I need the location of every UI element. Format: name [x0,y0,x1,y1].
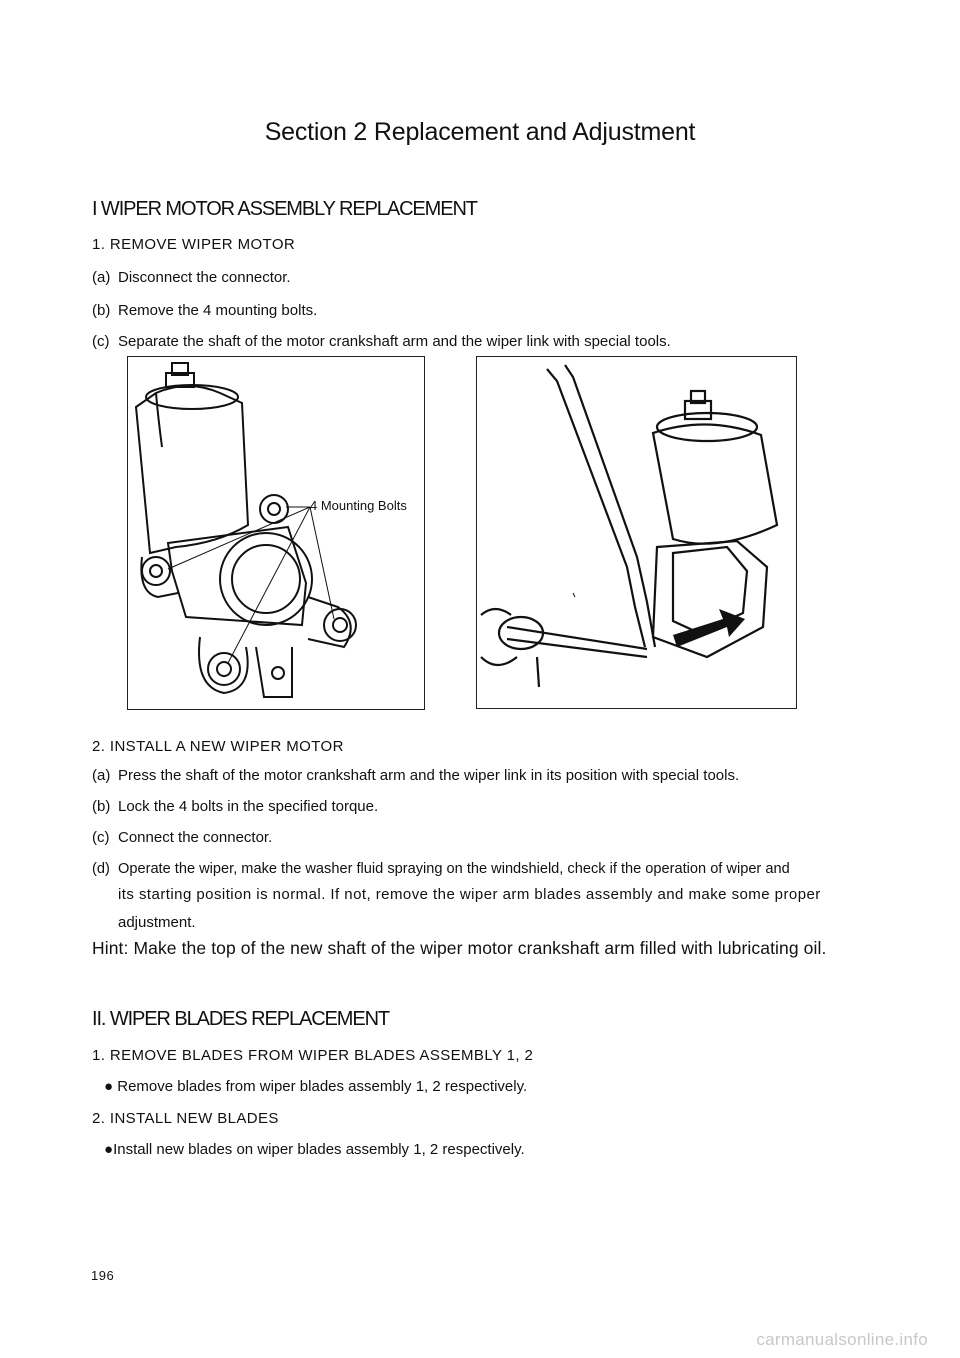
step-label: (b) [92,798,111,815]
step-text: Disconnect the connector. [118,269,291,286]
remove-step-b [92,302,317,319]
step-label: (a) [92,269,111,286]
install-motor-heading: 2. INSTALL A NEW WIPER MOTOR [92,738,344,755]
figure-wiper-link-separation [476,356,797,709]
step-text: Connect the connector. [118,829,273,846]
hint-text: Hint: Make the top of the new shaft of the wiper motor crankshaft arm filled with lubricating oil. [92,938,827,958]
install-blades-bullet [104,1141,525,1158]
page-number: 196 [91,1268,115,1283]
step-text: Lock the 4 bolts in the specified torque. [118,798,379,815]
remove-blades-bullet [104,1078,527,1095]
step-label: (b) [92,302,111,319]
step-text: Separate the shaft of the motor crankshaft arm and the wiper link with special tools. [118,333,671,350]
install-step-d [92,861,790,877]
remove-step-a [92,269,291,286]
wiper-link-illustration [477,357,796,708]
mounting-bolts-callout: 4 Mounting Bolts [310,498,407,513]
bullet-icon: ● [104,1141,114,1158]
section-heading-wiper-motor: I WIPER MOTOR ASSEMBLY REPLACEMENT [92,198,477,220]
step-text: Press the shaft of the motor crankshaft arm and the wiper link in its position with special tools. [118,767,740,784]
bullet-text: Remove blades from wiper blades assembly 1, 2 respectively. [117,1078,528,1095]
wiper-motor-illustration [128,357,424,709]
remove-step-c [92,333,671,350]
remove-blades-heading: 1. REMOVE BLADES FROM WIPER BLADES ASSEMBLY 1, 2 [92,1047,534,1064]
page-title: Section 2 Replacement and Adjustment [264,118,696,146]
step-text: Remove the 4 mounting bolts. [118,302,318,319]
watermark: carmanualsonline.info [756,1330,928,1349]
install-step-d-continued-2: adjustment. [118,914,196,931]
bullet-icon: ● [104,1078,118,1095]
section-heading-wiper-blades: II. WIPER BLADES REPLACEMENT [92,1008,390,1030]
install-blades-heading: 2. INSTALL NEW BLADES [92,1110,279,1127]
install-step-a [92,767,739,784]
remove-motor-heading: 1. REMOVE WIPER MOTOR [92,236,296,253]
figure-wiper-motor-bolts [127,356,425,710]
step-label: (d) [92,861,110,877]
step-text: Operate the wiper, make the washer fluid spraying on the windshield, check if the operation of wiper and [118,861,790,877]
step-label: (c) [92,829,110,846]
bullet-text: Install new blades on wiper blades assembly 1, 2 respectively. [113,1141,525,1158]
install-step-d-continued: its starting position is normal. If not, remove the wiper arm blades assembly and make some proper [118,886,821,903]
step-label: (a) [92,767,111,784]
install-step-b [92,798,378,815]
install-step-c [92,829,272,846]
step-label: (c) [92,333,110,350]
